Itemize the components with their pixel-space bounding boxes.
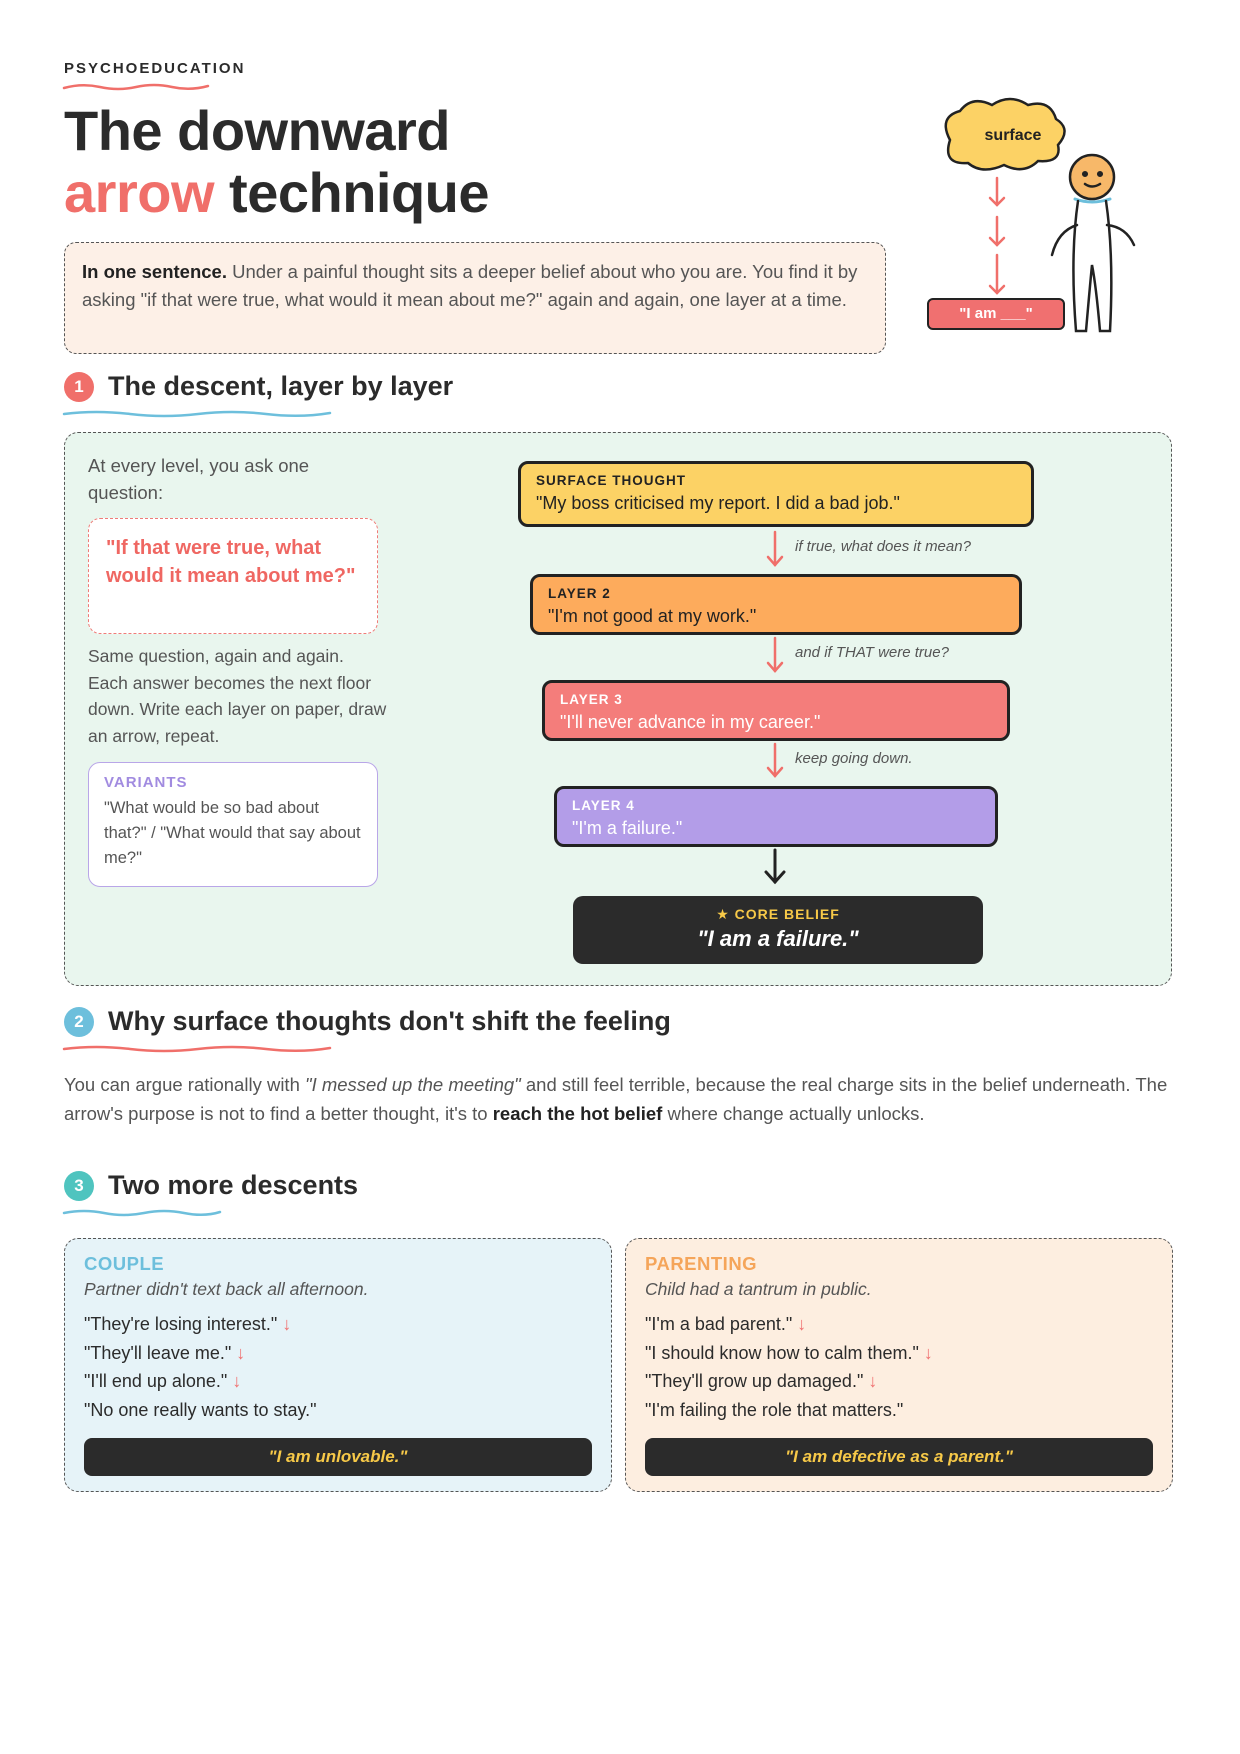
core-belief-text: "I am a failure.": [697, 926, 859, 951]
core-belief: [573, 896, 983, 964]
down-arrow-icon: ↓: [868, 1371, 878, 1391]
intro-text: At every level, you ask one question:: [88, 455, 310, 503]
arrow-label-1: if true, what does it mean?: [795, 538, 971, 555]
title-line-1: The downward: [64, 99, 450, 162]
layer-label: LAYER 3: [560, 692, 623, 707]
chain-text: "No one really wants to stay.": [84, 1399, 317, 1420]
layer-text: "I'm a failure.": [572, 818, 683, 838]
question-intro: [88, 452, 388, 506]
i-am-tag: "I am ___": [927, 298, 1065, 330]
layer-label: LAYER 2: [548, 586, 611, 601]
why-paragraph: [64, 1070, 1174, 1128]
parenting-card: [625, 1238, 1173, 1492]
layer-text: "I'll never advance in my career.": [560, 712, 821, 732]
card-label: PARENTING: [645, 1253, 758, 1274]
section-2-title: Why surface thoughts don't shift the feeling: [108, 1006, 671, 1036]
section-1-number: 1: [64, 372, 94, 402]
chain-item: [645, 1339, 1153, 1368]
layer-label: LAYER 4: [572, 798, 635, 813]
why-text-c: where change actually unlocks.: [662, 1103, 925, 1124]
chain-item: [84, 1396, 592, 1425]
section-3-underline: [62, 1208, 222, 1218]
chain-item: [84, 1367, 592, 1396]
title-rest: technique: [214, 161, 490, 224]
illustration: [920, 95, 1160, 340]
arrow-label-3: keep going down.: [795, 750, 913, 767]
variants-text: "What would be so bad about that?" / "What would that say about me?": [104, 799, 361, 867]
down-arrow-icon: ↓: [236, 1342, 246, 1363]
summary-box: [64, 242, 886, 354]
summary-text: Under a painful thought sits a deeper belief about who you are. You find it by asking "if that were true, what would it mean about me?" again and again, one layer at a time.: [82, 261, 858, 310]
layer-label: SURFACE THOUGHT: [536, 473, 686, 488]
repeat-instructions: Same question, again and again. Each answer becomes the next floor down. Write each layer on paper, draw an arrow, repeat.: [88, 646, 387, 746]
chain-item: [645, 1396, 1153, 1425]
variants-label: VARIANTS: [104, 774, 188, 791]
title-accent: arrow: [64, 161, 214, 224]
section-3-heading: [64, 1170, 358, 1201]
why-text-a: You can argue rationally with: [64, 1074, 305, 1095]
title-line-2: [64, 162, 489, 224]
summary-lead: In one sentence.: [82, 261, 227, 282]
card-label: COUPLE: [84, 1253, 165, 1274]
chain-text: "I'm failing the role that matters.": [645, 1399, 904, 1420]
card-scenario: Child had a tantrum in public.: [645, 1279, 872, 1299]
chain-item: [645, 1367, 1153, 1396]
section-1-heading: [64, 371, 453, 402]
section-2-underline: [62, 1044, 332, 1054]
why-bold: reach the hot belief: [492, 1103, 663, 1124]
chain-item: [645, 1310, 1153, 1339]
descent-arrows: [760, 528, 790, 888]
section-2-number: 2: [64, 1007, 94, 1037]
layer-text: "I'm not good at my work.": [548, 606, 757, 626]
cloud-label: surface: [984, 127, 1042, 144]
section-2-heading: [64, 1006, 671, 1037]
chain-text: "They'll grow up damaged.": [645, 1371, 864, 1391]
why-text-b: and still feel terrible, because the real charge sits in the belief underneath. The arrow's purpose is not to find a better thought, it's to: [64, 1074, 1168, 1124]
card-core-belief: "I am defective as a parent.": [645, 1438, 1153, 1476]
page-title: [64, 100, 489, 224]
eyebrow: PSYCHOEDUCATION: [64, 60, 246, 77]
card-chain: [645, 1310, 1153, 1424]
section-1-title: The descent, layer by layer: [108, 371, 454, 401]
section-1-underline: [62, 409, 332, 419]
down-arrow-icon: ↓: [797, 1314, 807, 1334]
layer-text: "My boss criticised my report. I did a bad job.": [536, 493, 900, 513]
chain-text: "I'm a bad parent.": [645, 1314, 793, 1334]
chain-text: "They'll leave me.": [84, 1342, 232, 1363]
card-scenario: Partner didn't text back all afternoon.: [84, 1279, 369, 1299]
chain-text: "I'll end up alone.": [84, 1371, 228, 1391]
down-arrow-icon: ↓: [923, 1342, 933, 1363]
arrow-label-2: and if THAT were true?: [795, 644, 949, 661]
key-question: "If that were true, what would it mean about me?": [88, 518, 378, 634]
chain-text: "I should know how to calm them.": [645, 1342, 919, 1363]
variants-box: [88, 762, 378, 887]
why-quote: "I messed up the meeting": [305, 1074, 521, 1095]
couple-card: [64, 1238, 612, 1492]
card-chain: [84, 1310, 592, 1424]
black-down-arrow-icon: [766, 850, 784, 882]
chain-item: [84, 1310, 592, 1339]
down-arrows-icon: [990, 178, 1004, 293]
chain-item: [84, 1339, 592, 1368]
section-3-title: Two more descents: [108, 1170, 359, 1200]
chain-text: "They're losing interest.": [84, 1314, 278, 1334]
down-arrow-icon: ↓: [282, 1314, 292, 1334]
eyebrow-underline: [62, 82, 212, 92]
core-belief-label: ★ CORE BELIEF: [716, 906, 840, 922]
layer-surface-thought: [518, 461, 1034, 527]
down-arrow-icon: ↓: [232, 1371, 242, 1391]
section-3-number: 3: [64, 1171, 94, 1201]
card-core-belief: "I am unlovable.": [84, 1438, 592, 1476]
red-down-arrow-icon: [768, 532, 782, 776]
